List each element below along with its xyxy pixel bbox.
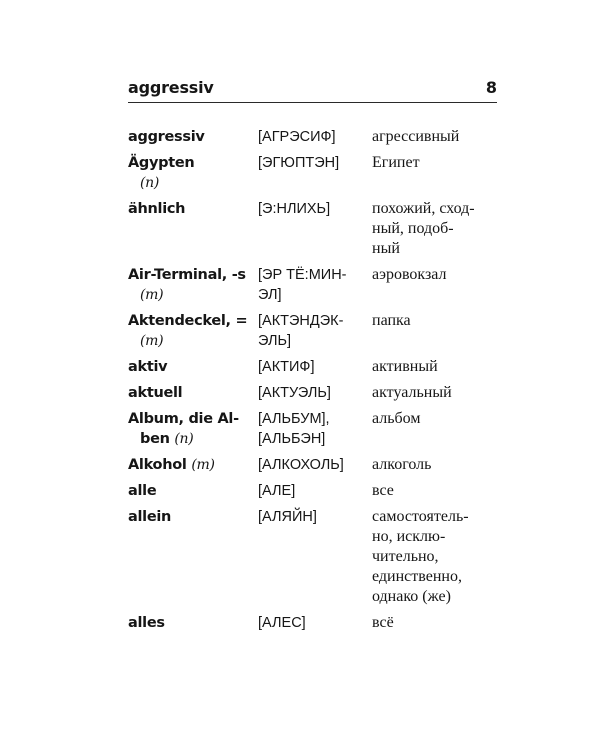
pronunciation — [258, 127, 366, 147]
headword-text: Album, die Al- — [128, 411, 239, 427]
headword-text: alles — [128, 615, 165, 631]
headword-text: alle — [128, 483, 157, 499]
dictionary-entry — [128, 409, 500, 449]
headword-text: ähnlich — [128, 201, 186, 217]
translation — [372, 357, 500, 377]
grammatical-gender: (m) — [191, 457, 215, 473]
headword-text: aktuell — [128, 385, 183, 401]
pronunciation-text: [АЛЕС] — [258, 615, 306, 631]
translation-text: чительно, — [372, 548, 439, 565]
translation — [372, 311, 500, 351]
translation-text: однако (же) — [372, 588, 451, 605]
pronunciation — [258, 199, 366, 219]
translation-text: алкоголь — [372, 456, 432, 473]
header-guide-word: aggressiv — [128, 78, 214, 97]
dictionary-entry — [128, 357, 500, 377]
running-header — [128, 78, 497, 103]
translation — [372, 481, 500, 501]
dictionary-entry — [128, 481, 500, 501]
headword — [128, 311, 253, 351]
translation-text: активный — [372, 358, 438, 375]
pronunciation-text: ЭЛ] — [258, 287, 282, 303]
grammatical-gender: (m) — [140, 333, 164, 349]
translation-text: похожий, сход- — [372, 200, 475, 217]
headword — [128, 357, 253, 377]
translation-text: самостоятель- — [372, 508, 469, 525]
headword — [128, 265, 253, 305]
pronunciation-text: [АЛЕ] — [258, 483, 296, 499]
headword-text: Air-Terminal, -s — [128, 267, 246, 283]
translation-text: ный, подоб- — [372, 220, 454, 237]
pronunciation-text: [АКТИФ] — [258, 359, 315, 375]
headword — [128, 199, 253, 219]
pronunciation — [258, 357, 366, 377]
translation — [372, 153, 500, 193]
pronunciation — [258, 481, 366, 501]
translation-text: всё — [372, 614, 394, 631]
dictionary-entry — [128, 455, 500, 475]
headword-text: aktiv — [128, 359, 168, 375]
pronunciation — [258, 455, 366, 475]
headword-text: allein — [128, 509, 172, 525]
pronunciation — [258, 409, 366, 449]
translation-text: все — [372, 482, 394, 499]
dictionary-entry — [128, 199, 500, 259]
translation — [372, 265, 500, 305]
pronunciation-text: [АГРЭСИФ] — [258, 129, 336, 145]
headword — [128, 455, 253, 475]
translation — [372, 613, 500, 633]
dictionary-entry — [128, 127, 500, 147]
translation-text: аэровокзал — [372, 266, 447, 283]
dictionary-entry — [128, 153, 500, 193]
headword — [128, 127, 253, 147]
dictionary-entry — [128, 507, 500, 607]
pronunciation — [258, 613, 366, 633]
pronunciation-text: [АЛЯЙН] — [258, 509, 317, 525]
translation — [372, 455, 500, 475]
pronunciation — [258, 383, 366, 403]
pronunciation — [258, 265, 366, 305]
headword — [128, 481, 253, 501]
translation — [372, 507, 500, 607]
translation — [372, 383, 500, 403]
grammatical-gender: (n) — [140, 175, 160, 191]
translation-text: альбом — [372, 410, 421, 427]
headword-text: ben — [140, 431, 170, 447]
pronunciation-text: [АКТУЭЛЬ] — [258, 385, 331, 401]
translation — [372, 409, 500, 449]
translation — [372, 199, 500, 259]
grammatical-gender: (n) — [174, 431, 194, 447]
page-number: 8 — [485, 78, 497, 97]
dictionary-entry — [128, 265, 500, 305]
pronunciation — [258, 153, 366, 173]
headword-text: Ägypten — [128, 155, 195, 171]
pronunciation-text: ЭЛЬ] — [258, 333, 292, 349]
translation-text: Египет — [372, 154, 420, 171]
pronunciation-text: [ЭГЮПТЭН] — [258, 155, 340, 171]
translation-text: агрессивный — [372, 128, 460, 145]
pronunciation — [258, 311, 366, 351]
headword — [128, 507, 253, 527]
pronunciation-text: [Э:НЛИХЬ] — [258, 201, 331, 217]
dictionary-entries — [128, 127, 500, 639]
grammatical-gender: (m) — [140, 287, 164, 303]
headword-text: aggressiv — [128, 129, 205, 145]
headword-text: Aktendeckel, = — [128, 313, 248, 329]
pronunciation-text: [АКТЭНДЭК- — [258, 313, 344, 329]
translation-text: но, исклю- — [372, 528, 446, 545]
translation-text: папка — [372, 312, 411, 329]
pronunciation — [258, 507, 366, 527]
translation-text: единственно, — [372, 568, 462, 585]
pronunciation-text: [ЭР ТЁ:МИН- — [258, 267, 347, 283]
headword-text: Alkohol — [128, 457, 187, 473]
translation — [372, 127, 500, 147]
headword — [128, 613, 253, 633]
dictionary-entry — [128, 613, 500, 633]
translation-text: актуальный — [372, 384, 452, 401]
pronunciation-text: [АЛКОХОЛЬ] — [258, 457, 344, 473]
headword — [128, 383, 253, 403]
translation-text: ный — [372, 240, 400, 257]
pronunciation-text: [АЛЬБЭН] — [258, 431, 326, 447]
pronunciation-text: [АЛЬБУМ], — [258, 411, 330, 427]
headword — [128, 409, 253, 449]
dictionary-entry — [128, 383, 500, 403]
dictionary-entry — [128, 311, 500, 351]
headword — [128, 153, 253, 193]
